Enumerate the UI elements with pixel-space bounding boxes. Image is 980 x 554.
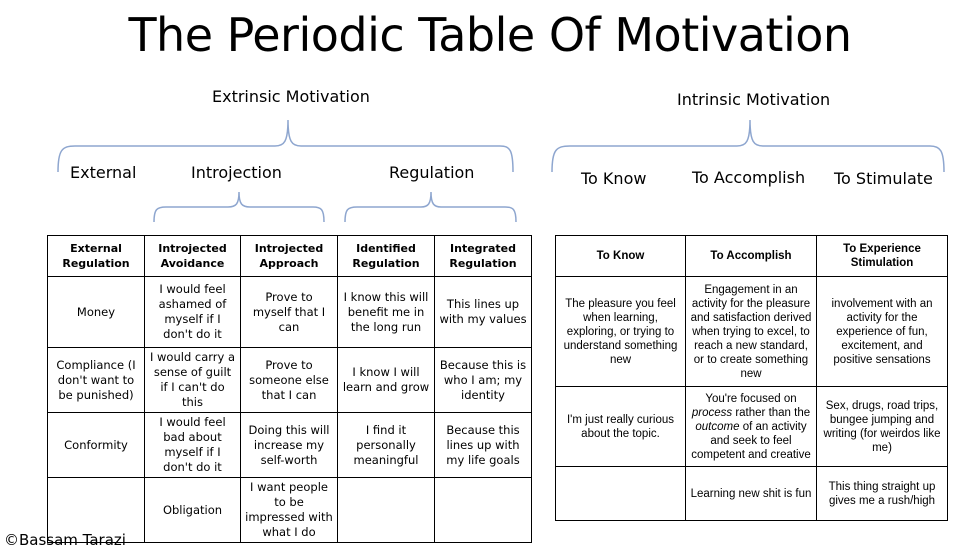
table-cell: Because this lines up with my life goals: [435, 413, 532, 478]
table-cell: I know this will benefit me in the long run: [338, 277, 435, 348]
table-cell: Sex, drugs, road trips, bungee jumping and writing (for weirdos like me): [817, 387, 948, 467]
brace-intrinsic: [552, 120, 944, 172]
cell-emphasis: outcome: [695, 420, 740, 433]
header-cell: To Know: [556, 236, 686, 277]
table-cell: I know I will learn and grow: [338, 348, 435, 413]
header-cell: External Regulation: [48, 236, 145, 277]
table-cell: involvement with an activity for the experience of fun, excitement, and positive sensations: [817, 277, 948, 387]
table-cell: [686, 387, 817, 467]
brace-introjection: [154, 192, 324, 222]
extrinsic-label: Extrinsic Motivation: [212, 87, 370, 106]
table-header-row: [556, 236, 948, 277]
table-cell: [338, 478, 435, 543]
to-know-label: To Know: [581, 169, 647, 188]
table-cell: Prove to someone else that I can: [241, 348, 338, 413]
to-stimulate-label: To Stimulate: [834, 169, 933, 188]
header-cell: To Accomplish: [686, 236, 817, 277]
introjection-label: Introjection: [191, 163, 282, 182]
table-cell: Conformity: [48, 413, 145, 478]
table-row: [556, 467, 948, 521]
brace-regulation: [345, 192, 516, 222]
cell-emphasis: process: [691, 406, 733, 419]
table-cell: This thing straight up gives me a rush/high: [817, 467, 948, 521]
table-cell: [556, 467, 686, 521]
table-cell: I would feel bad about myself if I don't do it: [145, 413, 241, 478]
page-title: The Periodic Table Of Motivation: [128, 8, 852, 62]
copyright: ©Bassam Tarazi: [4, 531, 126, 549]
table-cell: Obligation: [145, 478, 241, 543]
table-cell: Engagement in an activity for the pleasure and satisfaction derived when trying to excel, to reach a new standard, or to create something new: [686, 277, 817, 387]
header-cell: Introjected Avoidance: [145, 236, 241, 277]
table-cell: Prove to myself that I can: [241, 277, 338, 348]
table-row: [48, 413, 532, 478]
table-cell: I would feel ashamed of myself if I don't do it: [145, 277, 241, 348]
table-cell: I want people to be impressed with what I do: [241, 478, 338, 543]
header-cell: Identified Regulation: [338, 236, 435, 277]
intrinsic-table: [555, 235, 948, 521]
extrinsic-table: [47, 235, 532, 543]
table-cell: This lines up with my values: [435, 277, 532, 348]
cell-text: of an activity and seek to feel competent and creative: [691, 420, 811, 461]
header-cell: To Experience Stimulation: [817, 236, 948, 277]
cell-text: You're focused on: [705, 392, 797, 405]
table-row: [48, 348, 532, 413]
table-row: [556, 387, 948, 467]
table-row: [48, 277, 532, 348]
header-cell: Integrated Regulation: [435, 236, 532, 277]
table-cell: Because this is who I am; my identity: [435, 348, 532, 413]
table-cell: I'm just really curious about the topic.: [556, 387, 686, 467]
external-label: External: [70, 163, 137, 182]
table-cell: Doing this will increase my self-worth: [241, 413, 338, 478]
table-row: [556, 277, 948, 387]
header-cell: Introjected Approach: [241, 236, 338, 277]
regulation-label: Regulation: [389, 163, 475, 182]
to-accomplish-label: To Accomplish: [692, 168, 806, 187]
intrinsic-label: Intrinsic Motivation: [677, 90, 831, 109]
table-header-row: [48, 236, 532, 277]
table-cell: Money: [48, 277, 145, 348]
table-cell: I find it personally meaningful: [338, 413, 435, 478]
table-cell: The pleasure you feel when learning, exploring, or trying to understand something new: [556, 277, 686, 387]
table-cell: Learning new shit is fun: [686, 467, 817, 521]
table-cell: [435, 478, 532, 543]
table-cell: I would carry a sense of guilt if I can't do this: [145, 348, 241, 413]
cell-text: rather than the: [735, 406, 811, 419]
table-cell: Compliance (I don't want to be punished): [48, 348, 145, 413]
